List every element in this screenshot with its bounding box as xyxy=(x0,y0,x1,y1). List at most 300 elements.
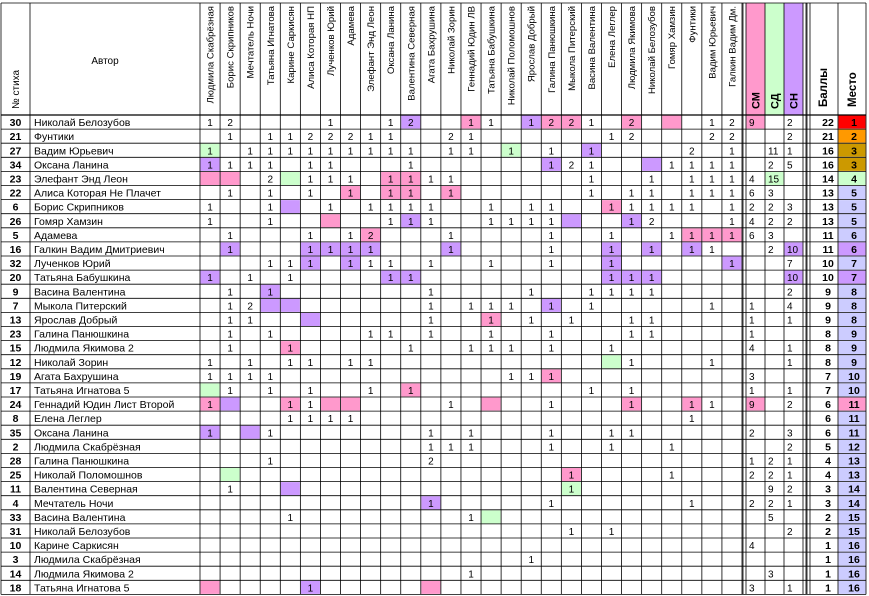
table-row xyxy=(10,214,866,228)
vote-cell: 1 xyxy=(307,146,314,158)
vote-cell: 1 xyxy=(528,371,535,383)
vote-cell: 1 xyxy=(508,216,514,228)
vote-cell: 1 xyxy=(508,301,514,313)
row-score: 22 xyxy=(822,117,834,130)
vote-cell: 1 xyxy=(327,160,334,172)
vote-cell: 1 xyxy=(267,146,274,158)
row-score: 3 xyxy=(825,497,831,510)
column-header-sn: СН xyxy=(788,93,801,109)
row-number: 20 xyxy=(9,272,22,285)
row-number: 27 xyxy=(9,145,22,158)
table-row xyxy=(10,144,866,158)
row-number: 13 xyxy=(9,314,22,327)
vote-cell: 1 xyxy=(568,315,575,327)
column-header-voter: Геннадий Юдин ЛВ xyxy=(466,6,478,92)
vote-cell: 1 xyxy=(548,400,555,412)
row-author: Татьяна Бабушкина xyxy=(34,272,131,285)
vote-cell: 1 xyxy=(628,386,635,397)
row-place: 9 xyxy=(851,356,857,369)
row-place: 3 xyxy=(851,159,857,172)
vote-cell: 1 xyxy=(307,174,314,186)
vote-cell: 1 xyxy=(227,371,233,383)
table-row xyxy=(10,581,866,595)
vote-cell: 1 xyxy=(648,202,655,214)
row-author: Галкин Вадим Дмитриевич xyxy=(34,244,165,256)
vote-cell: 1 xyxy=(327,174,334,186)
column-header-voter: Елена Леглер xyxy=(607,6,619,68)
vote-cell: 1 xyxy=(568,484,575,496)
vote-cell: 1 xyxy=(247,357,253,369)
sd-value: 2 xyxy=(768,202,774,214)
row-place: 8 xyxy=(851,300,857,313)
row-number: 14 xyxy=(9,568,22,581)
vote-cell: 1 xyxy=(428,315,434,327)
vote-cell: 1 xyxy=(608,202,615,214)
vote-cell-fill xyxy=(241,426,260,439)
vote-cell: 1 xyxy=(548,160,555,172)
row-number: 12 xyxy=(9,356,22,369)
vote-cell: 1 xyxy=(648,329,655,341)
sn-value: 2 xyxy=(787,287,793,299)
row-author: Агата Бахрушина xyxy=(34,370,119,383)
vote-cell: 1 xyxy=(327,245,334,256)
row-place: 7 xyxy=(851,272,857,285)
table-row xyxy=(13,496,866,510)
vote-cell: 2 xyxy=(448,132,454,144)
sn-value: 1 xyxy=(787,498,793,510)
row-score: 6 xyxy=(825,413,831,426)
row-place: 13 xyxy=(848,455,860,468)
vote-cell: 1 xyxy=(608,527,615,538)
cm-value: 9 xyxy=(749,118,755,130)
row-place: 15 xyxy=(848,526,860,538)
column-header-voter: Лученков Юрий xyxy=(325,6,337,76)
column-header-voter: Николай Зорин xyxy=(446,5,458,74)
row-place: 9 xyxy=(851,328,857,341)
row-place: 16 xyxy=(848,554,860,567)
row-place: 16 xyxy=(848,582,860,595)
vote-cell: 1 xyxy=(267,188,274,200)
vote-cell: 1 xyxy=(307,386,314,397)
vote-cell: 1 xyxy=(287,357,294,369)
cm-value: 2 xyxy=(749,470,755,482)
vote-cell: 1 xyxy=(668,230,675,242)
row-author: Вадим Юрьевич xyxy=(34,145,114,158)
row-place: 8 xyxy=(851,286,857,299)
row-author: Адамева xyxy=(34,229,78,242)
vote-cell: 1 xyxy=(608,287,615,299)
sn-value: 2 xyxy=(787,442,793,454)
row-number: 23 xyxy=(9,328,22,341)
vote-cell: 1 xyxy=(367,386,374,397)
table-row xyxy=(13,228,866,242)
row-place: 9 xyxy=(851,342,857,355)
row-place: 13 xyxy=(848,469,860,482)
vote-cell: 1 xyxy=(528,118,535,130)
row-score: 14 xyxy=(822,173,834,186)
row-author: Оксана Ланина xyxy=(34,159,109,172)
row-number: 32 xyxy=(9,258,22,271)
row-author: Валентина Северная xyxy=(34,483,138,496)
sn-value: 3 xyxy=(787,202,793,214)
vote-cell: 1 xyxy=(448,230,454,242)
row-score: 9 xyxy=(825,314,831,327)
vote-cell: 1 xyxy=(307,357,314,369)
table-row xyxy=(10,257,866,271)
row-author: Татьяна Игнатова 5 xyxy=(34,385,130,397)
vote-cell: 1 xyxy=(468,512,474,524)
vote-cell: 1 xyxy=(207,273,213,285)
vote-cell: 1 xyxy=(347,230,354,242)
cm-value: 4 xyxy=(749,174,755,186)
row-score: 8 xyxy=(825,342,831,355)
row-number: 7 xyxy=(12,300,19,313)
vote-cell: 1 xyxy=(468,118,474,130)
row-author: Людмила Скабрёзная xyxy=(34,441,141,454)
vote-cell: 1 xyxy=(267,216,274,228)
row-place: 7 xyxy=(851,258,857,271)
table-row xyxy=(10,341,866,355)
vote-cell: 1 xyxy=(267,329,274,341)
row-score: 2 xyxy=(825,526,831,538)
vote-cell: 2 xyxy=(227,118,233,130)
vote-cell: 1 xyxy=(729,174,735,186)
column-header-voter: Мечтатель Ночи xyxy=(245,6,257,79)
table-row xyxy=(10,116,866,130)
vote-cell: 1 xyxy=(588,188,595,200)
table-row xyxy=(10,567,866,581)
vote-cell: 1 xyxy=(668,442,675,454)
vote-cell: 1 xyxy=(287,512,294,524)
row-score: 16 xyxy=(822,145,834,158)
vote-cell: 1 xyxy=(608,259,615,271)
vote-cell: 1 xyxy=(227,329,233,341)
vote-cell: 1 xyxy=(287,414,294,426)
column-header-voter: Фунтики xyxy=(687,6,699,43)
row-number: 4 xyxy=(12,497,19,510)
vote-cell: 1 xyxy=(227,245,233,256)
vote-cell: 1 xyxy=(227,160,233,172)
table-row xyxy=(10,510,866,524)
vote-cell: 1 xyxy=(247,315,253,327)
vote-cell: 1 xyxy=(548,259,555,271)
vote-cell: 1 xyxy=(207,202,213,214)
cm-value: 1 xyxy=(749,315,755,327)
vote-cell: 1 xyxy=(227,230,233,242)
table-row xyxy=(10,369,866,383)
row-place: 6 xyxy=(851,244,857,256)
vote-cell: 1 xyxy=(387,118,394,130)
row-number: 18 xyxy=(9,582,22,595)
sn-value: 2 xyxy=(787,400,793,412)
sn-value: 1 xyxy=(787,343,793,355)
vote-cell: 1 xyxy=(227,287,233,299)
column-header-voter: Мыкола Питерский xyxy=(566,6,578,91)
table-row xyxy=(13,412,866,426)
column-header-score: Баллы xyxy=(818,67,830,107)
vote-cell: 2 xyxy=(689,146,695,158)
sn-value: 7 xyxy=(787,259,793,271)
vote-cell: 1 xyxy=(267,456,274,468)
vote-cell-fill xyxy=(341,398,360,411)
vote-cell-fill xyxy=(281,299,300,312)
sn-value: 1 xyxy=(787,357,793,369)
vote-cell-fill xyxy=(301,313,320,326)
vote-cell: 1 xyxy=(468,428,474,440)
vote-cell: 1 xyxy=(207,357,213,369)
row-score: 5 xyxy=(825,441,831,454)
vote-cell: 2 xyxy=(548,118,555,130)
vote-cell: 1 xyxy=(588,386,595,397)
row-number: 22 xyxy=(9,187,22,200)
table-row xyxy=(13,285,866,299)
sd-value: 2 xyxy=(768,245,774,256)
vote-cell: 1 xyxy=(508,343,514,355)
row-score: 4 xyxy=(825,469,831,482)
vote-cell: 1 xyxy=(448,146,454,158)
vote-cell: 1 xyxy=(689,498,695,510)
vote-cell: 2 xyxy=(568,118,575,130)
row-place: 1 xyxy=(851,117,857,130)
sd-value: 2 xyxy=(768,216,774,228)
vote-cell: 1 xyxy=(327,202,334,214)
row-place: 10 xyxy=(848,385,860,397)
row-score: 3 xyxy=(825,483,831,496)
vote-cell: 1 xyxy=(709,160,715,172)
cm-value: 6 xyxy=(749,230,755,242)
row-author: Фунтики xyxy=(34,131,75,144)
vote-cell: 1 xyxy=(307,400,314,412)
row-score: 1 xyxy=(825,582,831,595)
vote-cell: 1 xyxy=(428,259,434,271)
table-row xyxy=(10,482,866,496)
row-place: 12 xyxy=(848,441,860,454)
vote-cell: 1 xyxy=(548,343,555,355)
vote-cell: 1 xyxy=(648,273,655,285)
vote-cell: 1 xyxy=(267,428,274,440)
sd-value: 2 xyxy=(768,470,774,482)
vote-cell: 1 xyxy=(287,343,294,355)
vote-cell: 1 xyxy=(428,442,434,454)
vote-cell: 1 xyxy=(528,315,535,327)
cm-value: 1 xyxy=(749,329,755,341)
vote-cell: 1 xyxy=(628,400,635,412)
row-author: Гомяр Хамзин xyxy=(34,215,103,228)
vote-cell-fill xyxy=(482,398,501,411)
row-number: 33 xyxy=(9,511,22,524)
vote-cell-fill xyxy=(321,214,340,227)
sn-value: 3 xyxy=(787,428,793,440)
table-row xyxy=(10,313,866,327)
row-place: 6 xyxy=(851,229,857,242)
vote-cell: 1 xyxy=(508,371,514,383)
vote-cell: 1 xyxy=(287,132,294,144)
row-number: 35 xyxy=(9,427,22,440)
vote-cell: 1 xyxy=(548,329,555,341)
row-author: Карине Саркисян xyxy=(34,540,119,553)
sn-value: 2 xyxy=(787,484,793,496)
vote-cell: 1 xyxy=(307,230,314,242)
vote-cell: 1 xyxy=(709,301,715,313)
vote-cell: 1 xyxy=(689,230,695,242)
vote-cell: 1 xyxy=(528,287,535,299)
column-header-voter: Галкин Вадим Дм. xyxy=(727,6,739,87)
row-author: Борис Скрипников xyxy=(34,201,124,214)
table-row xyxy=(13,299,866,313)
row-number: 19 xyxy=(9,370,22,383)
vote-cell: 1 xyxy=(468,343,474,355)
vote-cell: 1 xyxy=(689,188,695,200)
row-number: 10 xyxy=(9,540,22,553)
vote-cell: 1 xyxy=(227,343,233,355)
column-header-sd: СД xyxy=(769,93,782,109)
vote-cell: 1 xyxy=(347,357,354,369)
vote-cell-fill xyxy=(221,398,240,411)
cm-value: 1 xyxy=(749,456,755,468)
vote-cell-fill xyxy=(642,158,661,171)
row-score: 6 xyxy=(825,427,831,440)
vote-cell-fill xyxy=(201,383,220,396)
table-row xyxy=(10,271,866,285)
vote-cell: 1 xyxy=(428,428,434,440)
row-score: 7 xyxy=(825,385,831,397)
row-place: 8 xyxy=(851,314,857,327)
vote-cell: 1 xyxy=(207,118,213,130)
vote-cell: 1 xyxy=(648,174,655,186)
vote-cell: 1 xyxy=(407,174,414,186)
vote-cell: 1 xyxy=(729,216,735,228)
vote-cell: 1 xyxy=(327,414,334,426)
vote-cell: 1 xyxy=(448,188,454,200)
row-place: 16 xyxy=(848,568,860,581)
cm-value: 1 xyxy=(749,301,755,313)
table-row xyxy=(10,186,866,200)
sn-value: 1 xyxy=(787,315,793,327)
vote-cell: 1 xyxy=(548,301,555,313)
vote-cell: 1 xyxy=(709,230,715,242)
sd-value: 11 xyxy=(768,146,779,158)
vote-cell: 2 xyxy=(267,174,274,186)
vote-cell: 1 xyxy=(588,118,595,130)
row-place: 11 xyxy=(848,399,860,412)
vote-cell: 1 xyxy=(367,245,374,256)
vote-cell-fill xyxy=(421,581,440,594)
vote-cell: 1 xyxy=(668,470,675,482)
row-place: 14 xyxy=(848,497,860,510)
sn-value: 4 xyxy=(787,301,793,313)
row-author: Людмила Якимова 2 xyxy=(34,342,134,355)
vote-cell: 2 xyxy=(648,216,655,228)
row-place: 14 xyxy=(848,483,860,496)
vote-cell: 1 xyxy=(407,202,414,214)
vote-cell-fill xyxy=(482,510,501,523)
vote-cell: 1 xyxy=(407,160,414,172)
vote-cell: 1 xyxy=(548,428,555,440)
vote-cell: 1 xyxy=(709,357,715,369)
vote-cell: 2 xyxy=(729,118,735,130)
sd-value: 9 xyxy=(768,484,774,496)
vote-cell: 2 xyxy=(628,118,635,130)
row-place: 5 xyxy=(851,187,857,200)
row-place: 15 xyxy=(848,511,860,524)
vote-cell: 1 xyxy=(488,259,494,271)
vote-cell: 1 xyxy=(468,132,474,144)
vote-cell: 1 xyxy=(528,555,535,567)
vote-cell: 1 xyxy=(327,118,334,130)
column-header-voter: Галина Панюшкина xyxy=(546,6,558,93)
row-number: 11 xyxy=(9,483,22,496)
vote-cell: 1 xyxy=(689,245,695,256)
row-score: 4 xyxy=(825,455,831,468)
row-number: 8 xyxy=(12,413,19,426)
sd-value: 15 xyxy=(768,174,780,186)
row-number: 31 xyxy=(9,526,22,538)
table-header xyxy=(11,3,859,115)
vote-cell: 1 xyxy=(267,386,274,397)
sn-value: 1 xyxy=(787,470,793,482)
vote-cell: 1 xyxy=(387,259,394,271)
vote-cell: 1 xyxy=(468,442,474,454)
vote-cell: 1 xyxy=(327,146,334,158)
vote-cell: 1 xyxy=(207,160,213,172)
row-author: Васина Валентина xyxy=(34,511,126,524)
vote-cell: 1 xyxy=(387,273,394,285)
row-author: Галина Панюшкина xyxy=(34,328,130,341)
table-row xyxy=(10,172,866,186)
row-number: 5 xyxy=(12,229,19,242)
cm-value: 2 xyxy=(749,498,755,510)
row-score: 1 xyxy=(825,540,831,553)
column-header-voter: Карине Саркисян xyxy=(285,6,297,84)
table-row xyxy=(10,468,866,482)
vote-cell: 1 xyxy=(407,216,414,228)
vote-cell-fill xyxy=(221,468,240,481)
table-row xyxy=(10,539,866,553)
row-score: 2 xyxy=(825,511,831,524)
row-place: 5 xyxy=(851,201,857,214)
vote-cell: 1 xyxy=(628,202,635,214)
table-row xyxy=(13,440,866,454)
vote-cell: 1 xyxy=(307,160,314,172)
column-header-number: № стиха xyxy=(11,69,22,109)
vote-cell: 1 xyxy=(267,132,274,144)
row-score: 13 xyxy=(822,187,834,200)
vote-cell: 2 xyxy=(367,230,374,242)
cm-value: 4 xyxy=(749,343,755,355)
vote-cell: 1 xyxy=(267,371,274,383)
vote-cell: 1 xyxy=(347,146,354,158)
vote-cell: 1 xyxy=(628,188,635,200)
vote-cell: 1 xyxy=(628,315,635,327)
row-number: 3 xyxy=(12,554,19,567)
vote-cell: 1 xyxy=(428,216,434,228)
table-row xyxy=(10,158,866,172)
vote-cell: 1 xyxy=(287,273,294,285)
vote-cell: 1 xyxy=(648,315,655,327)
column-header-voter: Васина Валентина xyxy=(586,6,598,90)
vote-cell: 2 xyxy=(428,456,434,468)
column-header-voter: Татьяна Бабушкина xyxy=(486,6,498,95)
table-row xyxy=(10,242,866,256)
vote-cell: 1 xyxy=(247,146,253,158)
row-number: 9 xyxy=(12,286,19,299)
row-score: 10 xyxy=(822,272,834,285)
vote-cell: 1 xyxy=(488,315,494,327)
cm-value: 3 xyxy=(749,371,755,383)
vote-cell-fill xyxy=(261,299,280,312)
vote-cell: 2 xyxy=(709,132,715,144)
vote-cell: 1 xyxy=(428,498,434,510)
